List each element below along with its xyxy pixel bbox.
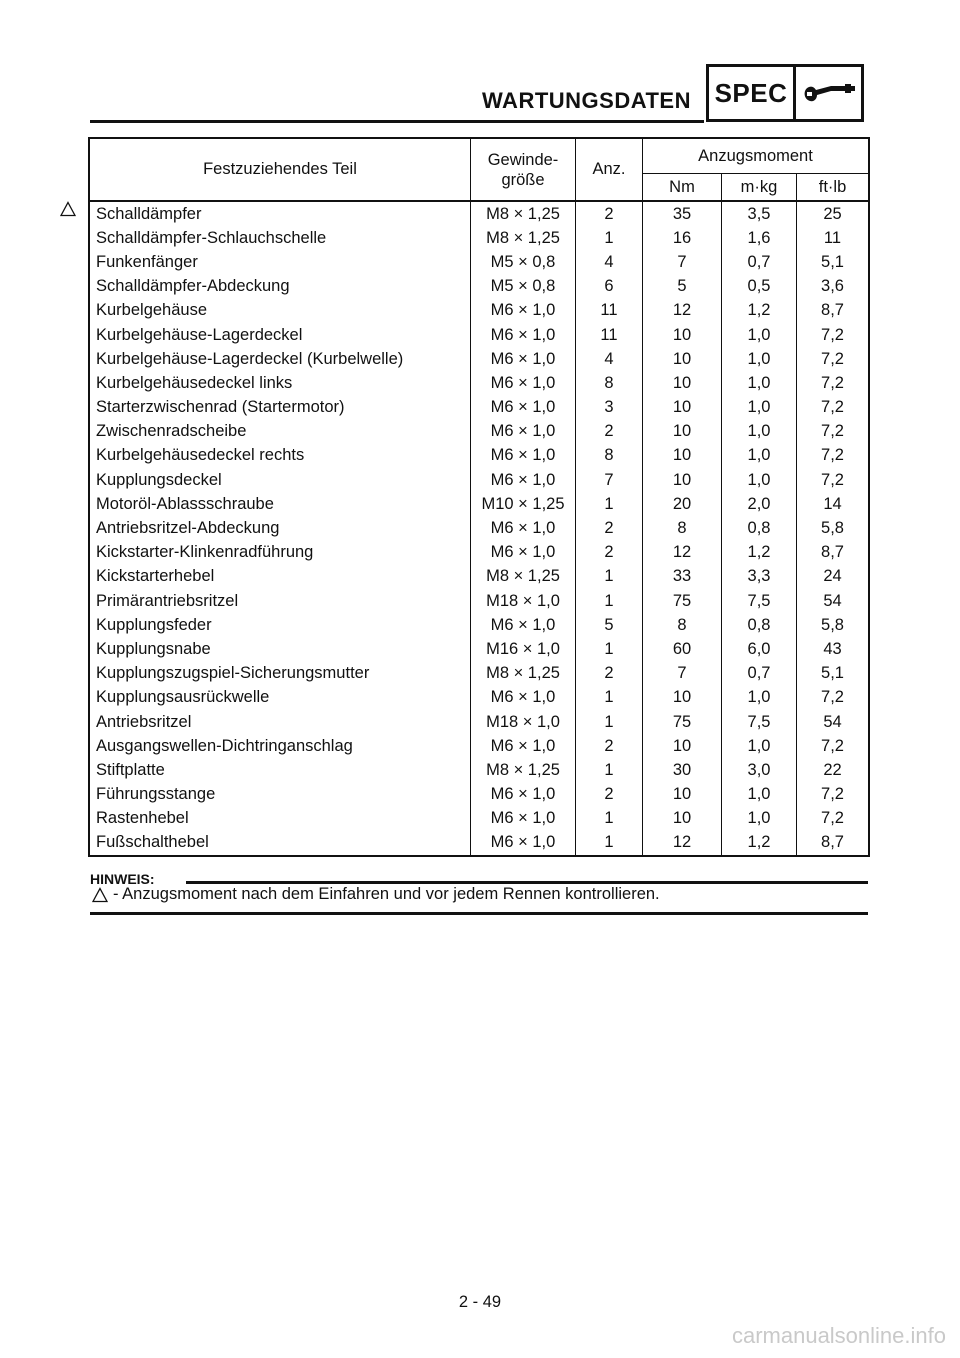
cell-mkg: 6,0 [722,637,797,661]
cell-nm: 8 [643,516,722,540]
cell-mkg: 0,7 [722,662,797,686]
triangle-note-icon [92,887,108,903]
cell-part: Kickstarter-Klinkenradführung [89,541,471,565]
cell-part: Schalldämpfer [89,201,471,226]
cell-qty: 1 [576,637,643,661]
table-row [89,516,869,540]
cell-ftlb: 7,2 [821,809,844,828]
cell-part: Primärantriebsritzel [89,589,471,613]
cell-nm: 75 [643,710,722,734]
cell-mkg: 3,3 [722,565,797,589]
cell-qty: 1 [576,831,643,856]
cell-mkg: 1,0 [722,396,797,420]
table-row [89,347,869,371]
cell-mkg: 1,0 [722,347,797,371]
cell-qty: 11 [576,323,643,347]
cell-part: Führungsstange [89,783,471,807]
cell-thread: M6 × 1,0 [471,613,576,637]
cell-nm: 10 [643,444,722,468]
cell-nm: 16 [643,226,722,250]
cell-ftlb: 7,2 [821,736,844,755]
cell-part: Kupplungsausrückwelle [89,686,471,710]
cell-ftlb: 25 [823,204,842,223]
cell-mkg: 1,0 [722,468,797,492]
cell-part: Kurbelgehäusedeckel rechts [89,444,471,468]
cell-ftlb: 7,2 [821,422,844,441]
cell-nm: 10 [643,323,722,347]
cell-ftlb: 5,1 [821,252,844,271]
table-row [89,396,869,420]
note-rule-top [186,881,868,884]
cell-ftlb: 8,7 [821,301,844,320]
cell-ftlb: 8,7 [821,543,844,562]
cell-nm: 7 [643,662,722,686]
table-row [89,589,869,613]
cell-mkg: 0,8 [722,613,797,637]
cell-part: Kupplungsdeckel [89,468,471,492]
cell-thread: M6 × 1,0 [471,807,576,831]
cell-ftlb: 7,2 [821,349,844,368]
cell-thread: M6 × 1,0 [471,299,576,323]
cell-mkg: 1,0 [722,323,797,347]
cell-nm: 30 [643,758,722,782]
table-row [89,662,869,686]
header-part: Festzuziehendes Teil [89,138,471,201]
cell-mkg: 1,2 [722,541,797,565]
cell-mkg: 1,0 [722,371,797,395]
cell-part: Antriebsritzel [89,710,471,734]
cell-thread: M6 × 1,0 [471,541,576,565]
cell-nm: 12 [643,299,722,323]
cell-part: Kupplungsnabe [89,637,471,661]
cell-qty: 8 [576,371,643,395]
cell-part: Kupplungszugspiel-Sicherungsmutter [89,662,471,686]
cell-part: Schalldämpfer-Abdeckung [89,275,471,299]
cell-thread: M6 × 1,0 [471,396,576,420]
cell-ftlb: 8,7 [821,833,844,852]
cell-ftlb: 7,2 [821,373,844,392]
cell-thread: M8 × 1,25 [471,662,576,686]
cell-nm: 10 [643,468,722,492]
cell-nm: 75 [643,589,722,613]
cell-qty: 1 [576,807,643,831]
table-row [89,831,869,856]
cell-thread: M5 × 0,8 [471,275,576,299]
cell-ftlb: 54 [823,591,842,610]
wrench-icon [796,67,861,119]
table-row [89,637,869,661]
table-row [89,468,869,492]
cell-part: Antriebsritzel-Abdeckung [89,516,471,540]
cell-mkg: 0,8 [722,516,797,540]
cell-qty: 1 [576,589,643,613]
cell-qty: 1 [576,492,643,516]
header-qty: Anz. [576,138,643,201]
cell-ftlb: 7,2 [821,446,844,465]
table-row [89,323,869,347]
cell-qty: 4 [576,250,643,274]
cell-qty: 1 [576,686,643,710]
cell-qty: 1 [576,758,643,782]
cell-mkg: 1,2 [722,831,797,856]
cell-nm: 10 [643,371,722,395]
table-row [89,444,869,468]
cell-part: Kurbelgehäuse-Lagerdeckel [89,323,471,347]
cell-thread: M8 × 1,25 [471,565,576,589]
cell-qty: 2 [576,783,643,807]
cell-ftlb: 7,2 [821,688,844,707]
cell-qty: 4 [576,347,643,371]
cell-qty: 2 [576,734,643,758]
cell-thread: M5 × 0,8 [471,250,576,274]
table-body [89,201,869,856]
cell-mkg: 1,0 [722,807,797,831]
cell-thread: M6 × 1,0 [471,831,576,856]
cell-mkg: 1,0 [722,444,797,468]
table-row [89,299,869,323]
cell-part: Kickstarterhebel [89,565,471,589]
cell-mkg: 0,7 [722,250,797,274]
cell-part: Kurbelgehäuse-Lagerdeckel (Kurbelwelle) [89,347,471,371]
table-row [89,275,869,299]
note-label: HINWEIS: [90,871,155,887]
torque-table [88,137,870,857]
table-row [89,710,869,734]
cell-qty: 1 [576,226,643,250]
cell-nm: 20 [643,492,722,516]
table-row [89,783,869,807]
cell-qty: 2 [576,541,643,565]
cell-nm: 60 [643,637,722,661]
cell-ftlb: 7,2 [821,785,844,804]
cell-ftlb: 5,8 [821,615,844,634]
table-row [89,226,869,250]
cell-qty: 7 [576,468,643,492]
cell-ftlb: 3,6 [821,277,844,296]
table-row [89,420,869,444]
cell-nm: 7 [643,250,722,274]
cell-part: Funkenfänger [89,250,471,274]
table-row [89,613,869,637]
cell-ftlb: 7,2 [821,470,844,489]
table-row [89,201,869,226]
cell-nm: 12 [643,541,722,565]
header-ftlb: ft·lb [818,177,847,196]
cell-nm: 8 [643,613,722,637]
cell-nm: 10 [643,807,722,831]
cell-thread: M6 × 1,0 [471,468,576,492]
cell-mkg: 7,5 [722,710,797,734]
cell-qty: 2 [576,201,643,226]
cell-thread: M6 × 1,0 [471,347,576,371]
note-rule-bottom [90,912,868,915]
cell-nm: 10 [643,396,722,420]
cell-ftlb: 54 [823,712,842,731]
table-row [89,565,869,589]
cell-thread: M6 × 1,0 [471,783,576,807]
note-text: - Anzugsmoment nach dem Einfahren und vor jedem Rennen kontrollieren. [113,885,660,903]
cell-qty: 1 [576,710,643,734]
cell-ftlb: 22 [823,760,842,779]
cell-qty: 8 [576,444,643,468]
cell-qty: 2 [576,420,643,444]
cell-qty: 5 [576,613,643,637]
cell-mkg: 1,0 [722,734,797,758]
cell-thread: M8 × 1,25 [471,226,576,250]
table-row [89,758,869,782]
cell-nm: 33 [643,565,722,589]
header-rule [90,120,704,123]
cell-ftlb: 14 [823,494,842,513]
cell-part: Schalldämpfer-Schlauchschelle [89,226,471,250]
cell-part: Zwischenradscheibe [89,420,471,444]
cell-thread: M6 × 1,0 [471,686,576,710]
cell-thread: M18 × 1,0 [471,589,576,613]
cell-thread: M18 × 1,0 [471,710,576,734]
cell-part: Starterzwischenrad (Startermotor) [89,396,471,420]
cell-qty: 6 [576,275,643,299]
cell-part: Kupplungsfeder [89,613,471,637]
cell-part: Kurbelgehäusedeckel links [89,371,471,395]
cell-mkg: 2,0 [722,492,797,516]
cell-mkg: 3,5 [722,201,797,226]
cell-ftlb: 11 [823,228,842,247]
header-nm: Nm [643,174,722,202]
cell-mkg: 1,2 [722,299,797,323]
cell-thread: M6 × 1,0 [471,734,576,758]
cell-nm: 5 [643,275,722,299]
header-mkg: m·kg [722,174,797,202]
watermark: carmanualsonline.info [731,1323,946,1348]
cell-mkg: 1,6 [722,226,797,250]
table-row [89,686,869,710]
cell-qty: 2 [576,662,643,686]
cell-thread: M6 × 1,0 [471,371,576,395]
cell-part: Fußschalthebel [89,831,471,856]
triangle-mark-icon [60,201,76,217]
cell-mkg: 1,0 [722,686,797,710]
cell-mkg: 1,0 [722,420,797,444]
cell-ftlb: 24 [823,567,842,586]
cell-nm: 10 [643,420,722,444]
page-title: WARTUNGSDATEN [482,88,691,113]
cell-ftlb: 7,2 [821,398,844,417]
cell-thread: M8 × 1,25 [471,758,576,782]
header-torque: Anzugsmoment [643,138,870,174]
cell-ftlb: 7,2 [821,325,844,344]
cell-mkg: 1,0 [722,783,797,807]
spec-label: SPEC [709,67,796,119]
cell-nm: 12 [643,831,722,856]
cell-nm: 35 [643,201,722,226]
cell-mkg: 0,5 [722,275,797,299]
cell-qty: 1 [576,565,643,589]
cell-part: Kurbelgehäuse [89,299,471,323]
cell-part: Stiftplatte [89,758,471,782]
table-row [89,541,869,565]
cell-part: Ausgangswellen-Dichtringanschlag [89,734,471,758]
cell-mkg: 3,0 [722,758,797,782]
cell-part: Rastenhebel [89,807,471,831]
table-row [89,492,869,516]
cell-nm: 10 [643,347,722,371]
cell-ftlb: 43 [823,639,842,658]
cell-qty: 2 [576,516,643,540]
cell-qty: 11 [576,299,643,323]
cell-thread: M10 × 1,25 [471,492,576,516]
cell-thread: M8 × 1,25 [471,201,576,226]
cell-nm: 10 [643,734,722,758]
table-row [89,807,869,831]
cell-thread: M6 × 1,0 [471,516,576,540]
cell-ftlb: 5,1 [821,664,844,683]
page-number: 2 - 49 [458,1293,502,1311]
table-row [89,734,869,758]
table-row [89,250,869,274]
spec-badge [706,64,864,122]
cell-ftlb: 5,8 [821,519,844,538]
cell-nm: 10 [643,783,722,807]
header-thread: Gewinde- größe [471,138,576,201]
cell-part: Motoröl-Ablassschraube [89,492,471,516]
cell-qty: 3 [576,396,643,420]
table-row [89,371,869,395]
cell-thread: M16 × 1,0 [471,637,576,661]
cell-thread: M6 × 1,0 [471,444,576,468]
cell-nm: 10 [643,686,722,710]
cell-thread: M6 × 1,0 [471,420,576,444]
cell-mkg: 7,5 [722,589,797,613]
cell-thread: M6 × 1,0 [471,323,576,347]
